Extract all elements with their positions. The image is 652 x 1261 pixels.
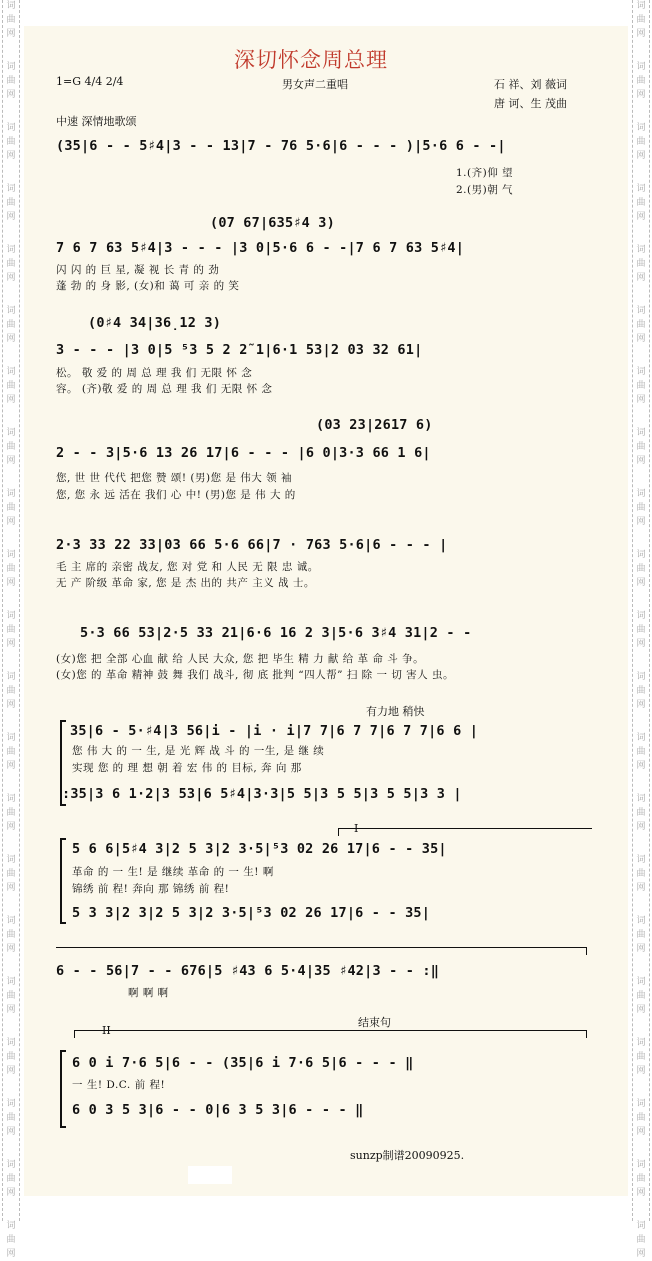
watermark-glyph: 词 xyxy=(6,1221,16,1231)
ending-phrase-label: 结束句 xyxy=(358,1016,391,1029)
watermark-glyph: 词 xyxy=(636,1,646,11)
watermark-glyph: 词 xyxy=(636,916,646,926)
lyric-line-9: 啊 啊 啊 xyxy=(128,987,169,999)
watermark-glyph: 曲 xyxy=(6,930,16,940)
watermark-glyph: 网 xyxy=(6,578,16,588)
watermark-glyph: 词 xyxy=(636,123,646,133)
watermark-glyph: 词 xyxy=(6,1160,16,1170)
watermark-glyph: 网 xyxy=(6,700,16,710)
watermark-glyph: 网 xyxy=(636,822,646,832)
expression-marking: 有力地 稍快 xyxy=(366,705,425,718)
watermark-glyph: 词 xyxy=(636,1221,646,1231)
lyric-line-6b: (女)您 的 革命 精神 鼓 舞 我们 战斗, 彻 底 批判 “四人帮” 扫 除 一 切 害人 虫。 xyxy=(56,669,455,681)
watermark-glyph: 网 xyxy=(6,395,16,405)
lyricist-credit: 石 祥、刘 薇词 xyxy=(494,78,567,91)
notation-line-7-lower: :35|3 6 1·2|3 53|6 5♯4|3·3|5 5|3 5 5|3 5 5|3 3 | xyxy=(62,786,462,802)
watermark-glyph: 曲 xyxy=(6,991,16,1001)
watermark-glyph: 曲 xyxy=(636,381,646,391)
watermark-glyph: 网 xyxy=(636,334,646,344)
watermark-glyph: 网 xyxy=(636,151,646,161)
watermark-glyph: 词 xyxy=(636,977,646,987)
system-brace-3 xyxy=(60,1050,66,1128)
watermark-glyph: 曲 xyxy=(636,1052,646,1062)
watermark-glyph: 词 xyxy=(6,1038,16,1048)
watermark-glyph: 词 xyxy=(636,367,646,377)
watermark-glyph: 网 xyxy=(6,761,16,771)
lyric-line-8a: 革命 的 一 生! 是 继续 革命 的 一 生! 啊 xyxy=(72,866,274,878)
volta-1-bracket xyxy=(338,828,592,829)
watermark-glyph: 曲 xyxy=(6,1113,16,1123)
watermark-glyph: 网 xyxy=(6,456,16,466)
watermark-glyph: 词 xyxy=(6,550,16,560)
watermark-glyph: 词 xyxy=(636,428,646,438)
lyric-line-7b: 实现 您 的 理 想 朝 着 宏 伟 的 目标, 奔 向 那 xyxy=(72,762,302,774)
lyric-line-4a: 您, 世 世 代代 把您 赞 颂! (男)您 是 伟大 领 袖 xyxy=(56,472,292,484)
watermark-glyph: 曲 xyxy=(6,686,16,696)
watermark-glyph: 网 xyxy=(636,29,646,39)
watermark-glyph: 网 xyxy=(6,29,16,39)
watermark-glyph: 曲 xyxy=(636,686,646,696)
watermark-glyph: 曲 xyxy=(636,564,646,574)
watermark-glyph: 曲 xyxy=(6,747,16,757)
watermark-glyph: 曲 xyxy=(6,625,16,635)
watermark-glyph: 曲 xyxy=(636,137,646,147)
lyric-line-2b: 蓬 勃 的 身 影, (女)和 蔼 可 亲 的 笑 xyxy=(56,280,240,292)
watermark-glyph: 词 xyxy=(636,1160,646,1170)
watermark-glyph: 词 xyxy=(636,489,646,499)
watermark-glyph: 网 xyxy=(636,1066,646,1076)
lyric-aside-2: 2.(男)朝 气 xyxy=(456,184,514,196)
watermark-glyph: 网 xyxy=(6,90,16,100)
tempo-marking: 中速 深情地歌颂 xyxy=(56,115,137,128)
watermark-glyph: 词 xyxy=(6,1099,16,1109)
watermark-glyph: 网 xyxy=(6,334,16,344)
watermark-glyph: 词 xyxy=(6,245,16,255)
watermark-glyph: 曲 xyxy=(636,259,646,269)
watermark-glyph: 词 xyxy=(6,916,16,926)
lyric-line-3b: 容。 (齐)敬 爱 的 周 总 理 我 们 无限 怀 念 xyxy=(56,383,273,395)
watermark-glyph: 网 xyxy=(636,212,646,222)
watermark-glyph: 网 xyxy=(6,944,16,954)
watermark-glyph: 词 xyxy=(636,550,646,560)
watermark-glyph: 网 xyxy=(6,639,16,649)
watermark-glyph: 曲 xyxy=(6,76,16,86)
watermark-glyph: 网 xyxy=(6,1066,16,1076)
watermark-glyph: 网 xyxy=(6,1127,16,1137)
watermark-glyph: 曲 xyxy=(636,442,646,452)
lyric-line-7a: 您 伟 大 的 一 生, 是 光 辉 战 斗 的 一生, 是 继 续 xyxy=(72,745,325,757)
watermark-glyph: 曲 xyxy=(6,137,16,147)
volta-1-label: I xyxy=(354,822,359,835)
watermark-glyph: 网 xyxy=(6,212,16,222)
watermark-glyph: 词 xyxy=(6,672,16,682)
watermark-glyph: 词 xyxy=(636,855,646,865)
watermark-glyph: 网 xyxy=(636,1005,646,1015)
watermark-glyph: 曲 xyxy=(6,320,16,330)
watermark-glyph: 曲 xyxy=(6,503,16,513)
lyric-line-5b: 无 产 阶级 革命 家, 您 是 杰 出的 共产 主义 战 士。 xyxy=(56,577,315,589)
watermark-glyph: 曲 xyxy=(636,808,646,818)
notation-line-6: 5·3 66 53|2·5 33 21|6·6 16 2 3|5·6 3♯4 31|2 - - xyxy=(80,625,472,641)
watermark-glyph: 网 xyxy=(636,578,646,588)
notation-above-4: (03 23|2617 6) xyxy=(316,417,433,433)
notation-line-2: 7 6 7 63 5♯4|3 - - - |3 0|5·6 6 - -|7 6 7 63 5♯4| xyxy=(56,240,465,256)
watermark-glyph: 网 xyxy=(636,944,646,954)
notation-line-8-lower: 5 3 3|2 3|2 5 3|2 3·5|⁵3 02 26 17|6 - - 35| xyxy=(72,905,431,921)
blank-patch xyxy=(188,1166,232,1184)
watermark-glyph: 曲 xyxy=(636,747,646,757)
composer-credit: 唐 诃、生 茂曲 xyxy=(494,97,567,110)
watermark-glyph: 曲 xyxy=(636,625,646,635)
watermark-glyph: 曲 xyxy=(6,808,16,818)
transcriber-credit: sunzp制谱20090925. xyxy=(350,1149,465,1162)
lyric-line-3a: 松。 敬 爱 的 周 总 理 我 们 无限 怀 念 xyxy=(56,367,253,379)
watermark-glyph: 词 xyxy=(636,245,646,255)
watermark-glyph: 曲 xyxy=(636,320,646,330)
watermark-glyph: 网 xyxy=(636,639,646,649)
notation-line-5: 2·3 33 22 33|03 66 5·6 66|7 · 763 5·6|6 - - - | xyxy=(56,537,448,553)
watermark-glyph: 曲 xyxy=(6,1174,16,1184)
watermark-glyph: 词 xyxy=(636,672,646,682)
watermark-glyph: 曲 xyxy=(6,1235,16,1245)
lyric-aside-1: 1.(齐)仰 望 xyxy=(456,167,514,179)
watermark-glyph: 网 xyxy=(636,517,646,527)
voice-type: 男女声二重唱 xyxy=(282,78,348,91)
watermark-glyph: 网 xyxy=(636,456,646,466)
watermark-glyph: 词 xyxy=(6,184,16,194)
watermark-glyph: 词 xyxy=(6,855,16,865)
watermark-glyph: 网 xyxy=(636,761,646,771)
lyric-line-4b: 您, 您 永 远 活在 我们 心 中! (男)您 是 伟 大 的 xyxy=(56,489,296,501)
volta-1-end-tick xyxy=(586,947,587,955)
watermark-glyph: 词 xyxy=(6,62,16,72)
watermark-glyph: 曲 xyxy=(636,198,646,208)
watermark-glyph: 词 xyxy=(6,367,16,377)
watermark-glyph: 词 xyxy=(6,977,16,987)
watermark-glyph: 词 xyxy=(636,184,646,194)
watermark-glyph: 词 xyxy=(636,733,646,743)
watermark-glyph: 曲 xyxy=(6,15,16,25)
watermark-glyph: 曲 xyxy=(636,1235,646,1245)
watermark-glyph: 曲 xyxy=(6,381,16,391)
watermark-glyph: 词 xyxy=(6,306,16,316)
watermark-glyph: 曲 xyxy=(6,442,16,452)
watermark-glyph: 网 xyxy=(636,1249,646,1259)
right-watermark-strip xyxy=(632,0,650,1259)
watermark-glyph: 词 xyxy=(6,489,16,499)
left-watermark-strip xyxy=(2,0,20,1259)
watermark-glyph: 网 xyxy=(636,273,646,283)
watermark-glyph: 词 xyxy=(636,306,646,316)
volta-2-bracket xyxy=(74,1030,586,1031)
watermark-glyph: 词 xyxy=(6,794,16,804)
watermark-glyph: 词 xyxy=(636,794,646,804)
notation-above-3: (0♯4 34|36̣12 3) xyxy=(88,315,222,331)
volta-1-continuation xyxy=(56,947,586,948)
watermark-glyph: 网 xyxy=(636,1188,646,1198)
watermark-glyph: 词 xyxy=(636,62,646,72)
watermark-glyph: 曲 xyxy=(636,869,646,879)
lyric-line-10: 一 生! D.C. 前 程! xyxy=(72,1079,166,1091)
watermark-glyph: 网 xyxy=(636,883,646,893)
score-sheet xyxy=(24,26,628,1196)
watermark-glyph: 网 xyxy=(6,273,16,283)
watermark-glyph: 曲 xyxy=(6,198,16,208)
volta-2-end-tick xyxy=(586,1030,587,1038)
watermark-glyph: 曲 xyxy=(636,930,646,940)
watermark-glyph: 网 xyxy=(6,517,16,527)
volta-2-tick xyxy=(74,1030,75,1038)
notation-line-10-lower: 6 0 3 5 3|6 - - 0|6 3 5 3|6 - - - ‖ xyxy=(72,1102,364,1118)
watermark-glyph: 网 xyxy=(636,90,646,100)
watermark-glyph: 曲 xyxy=(636,503,646,513)
watermark-glyph: 网 xyxy=(636,395,646,405)
watermark-glyph: 曲 xyxy=(6,564,16,574)
watermark-glyph: 词 xyxy=(6,611,16,621)
watermark-glyph: 曲 xyxy=(636,991,646,1001)
watermark-glyph: 词 xyxy=(636,1038,646,1048)
watermark-glyph: 网 xyxy=(636,1127,646,1137)
notation-above-2: (07 67|635♯4 3) xyxy=(210,215,335,231)
key-meter: 1=G 4/4 2/4 xyxy=(56,75,124,88)
volta-2-label: II xyxy=(102,1024,111,1037)
watermark-glyph: 网 xyxy=(6,1188,16,1198)
watermark-glyph: 曲 xyxy=(636,1174,646,1184)
notation-line-3: 3 - - - |3 0|5 ⁵3 5 2 2̃ 1|6·1 53|2 03 32 61| xyxy=(56,342,423,358)
watermark-glyph: 曲 xyxy=(636,1113,646,1123)
notation-line-1: (35|6 - - 5♯4|3 - - 13|7 - 76 5·6|6 - - - )|5·6 6 - -| xyxy=(56,138,506,154)
lyric-line-8b: 锦绣 前 程! 奔向 那 锦绣 前 程! xyxy=(72,883,230,895)
watermark-glyph: 网 xyxy=(6,151,16,161)
watermark-glyph: 词 xyxy=(6,733,16,743)
watermark-glyph: 曲 xyxy=(636,76,646,86)
watermark-glyph: 网 xyxy=(6,1005,16,1015)
watermark-glyph: 曲 xyxy=(6,869,16,879)
watermark-glyph: 网 xyxy=(6,1249,16,1259)
notation-line-8-upper: 5 6 6|5♯4 3|2 5 3|2 3·5|⁵3 02 26 17|6 - - 35| xyxy=(72,841,447,857)
watermark-glyph: 词 xyxy=(6,123,16,133)
notation-line-4: 2 - - 3|5·6 13 26 17|6 - - - |6 0|3·3 66 1 6| xyxy=(56,445,431,461)
watermark-glyph: 网 xyxy=(636,700,646,710)
watermark-glyph: 曲 xyxy=(6,259,16,269)
notation-line-10-upper: 6 0 i 7·6 5|6 - - (35|6 i 7·6 5|6 - - - ‖ xyxy=(72,1055,414,1071)
watermark-glyph: 词 xyxy=(6,428,16,438)
watermark-glyph: 网 xyxy=(6,883,16,893)
watermark-glyph: 词 xyxy=(6,1,16,11)
lyric-line-2a: 闪 闪 的 巨 星, 凝 视 长 青 的 劲 xyxy=(56,264,220,276)
volta-1-tick xyxy=(338,828,339,836)
notation-line-9: 6 - - 56|7 - - 676|5 ♯43 6 5·4|35 ♯42|3 - - :‖ xyxy=(56,963,440,979)
system-brace-2 xyxy=(60,838,66,924)
watermark-glyph: 曲 xyxy=(6,1052,16,1062)
song-title: 深切怀念周总理 xyxy=(234,48,388,72)
watermark-glyph: 曲 xyxy=(636,15,646,25)
watermark-glyph: 词 xyxy=(636,611,646,621)
watermark-glyph: 网 xyxy=(6,822,16,832)
watermark-glyph: 词 xyxy=(636,1099,646,1109)
lyric-line-6a: (女)您 把 全部 心血 献 给 人民 大众, 您 把 毕生 精 力 献 给 革 命 斗 争。 xyxy=(56,653,425,665)
lyric-line-5a: 毛 主 席的 亲密 战友, 您 对 党 和 人民 无 限 忠 诚。 xyxy=(56,561,319,573)
notation-line-7-upper: 35|6 - 5·♯4|3 56|i - |i · i|7 7|6 7 7|6 7 7|6 6 | xyxy=(70,723,479,739)
